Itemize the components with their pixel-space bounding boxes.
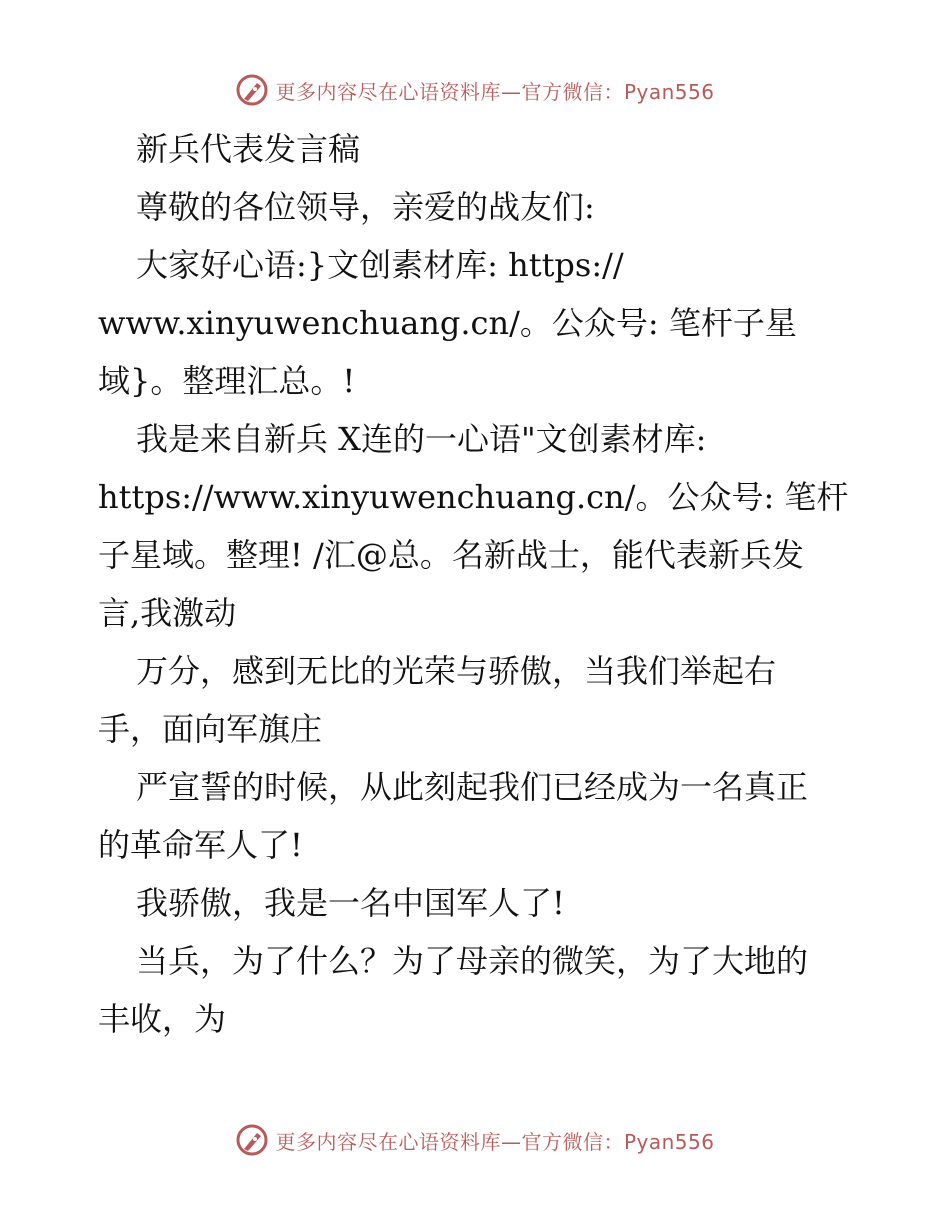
watermark-text: 更多内容尽在心语资料库—官方微信：Pyan556 (275, 79, 715, 104)
text-line: 言,我激动 (98, 594, 237, 632)
text-line: www.xinyuwenchuang.cn/。公众号: 笔杆子星 (98, 304, 797, 342)
salutation: 尊敬的各位领导，亲爱的战友们: (136, 188, 595, 226)
header-watermark (0, 70, 950, 110)
pen-logo-icon (235, 73, 269, 107)
document-title: 新兵代表发言稿 (136, 130, 361, 168)
text-line: 丰收，为 (98, 1000, 227, 1038)
text-line: 我骄傲，我是一名中国军人了! (136, 884, 565, 922)
text-line: 万分，感到无比的光荣与骄傲，当我们举起右 (136, 652, 777, 690)
watermark-text: 更多内容尽在心语资料库—官方微信：Pyan556 (275, 1129, 715, 1154)
text-line: 严宣誓的时候，从此刻起我们已经成为一名真正 (136, 768, 809, 806)
footer-watermark (0, 1120, 950, 1160)
text-line: 的革命军人了! (98, 826, 303, 864)
document-body (98, 120, 858, 1048)
text-line: 子星域。整理! /汇@总。名新战士，能代表新兵发 (98, 536, 804, 574)
text-line: 当兵，为了什么？为了母亲的微笑，为了大地的 (136, 942, 809, 980)
text-line: 我是来自新兵 X连的一心语"文创素材库: (136, 420, 707, 458)
pen-logo-icon (235, 1123, 269, 1157)
text-line: 手，面向军旗庄 (98, 710, 323, 748)
text-line: 域}。整理汇总。! (98, 362, 356, 400)
text-line: https://www.xinyuwenchuang.cn/。公众号: 笔杆 (98, 478, 849, 516)
text-line: 大家好心语:}文创素材库: https:// (136, 246, 624, 284)
